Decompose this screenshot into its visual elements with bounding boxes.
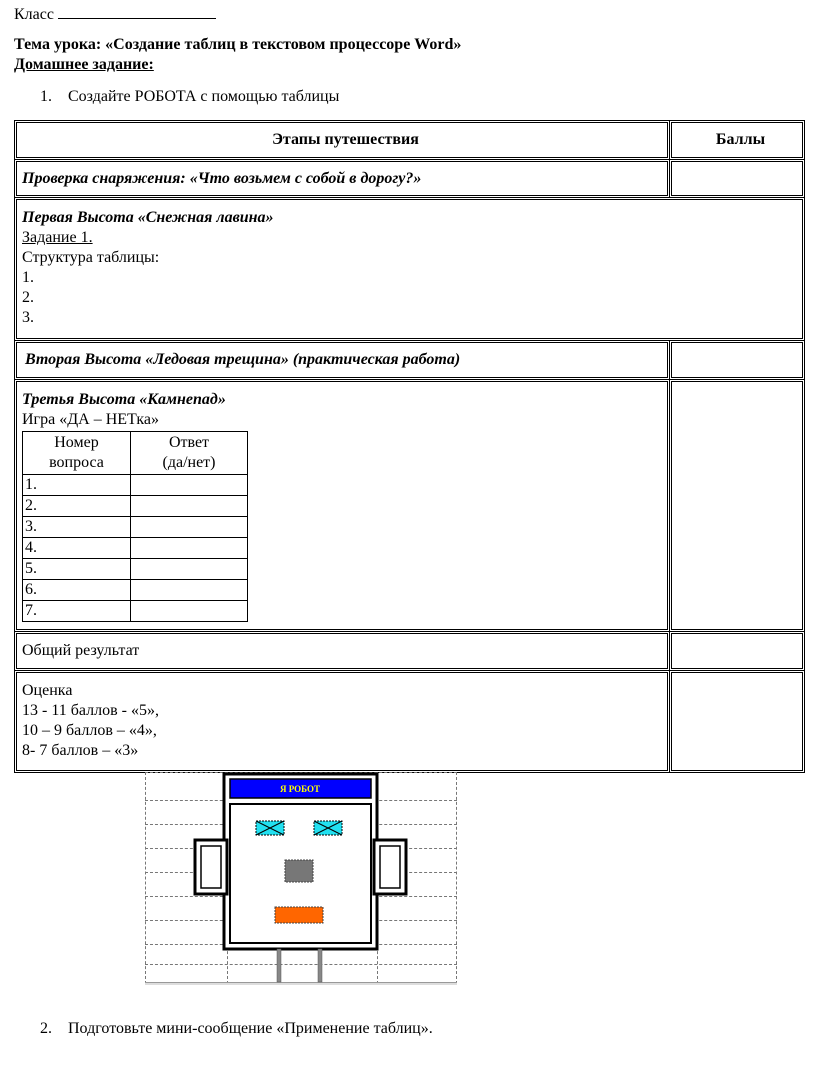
question-number-header-line1: Номер bbox=[54, 434, 99, 451]
yes-no-table bbox=[22, 431, 248, 622]
list-item: 13 - 11 баллов - «5», bbox=[22, 702, 159, 719]
lesson-topic: Тема урока: «Создание таблиц в текстовом процессоре Word» bbox=[14, 36, 462, 53]
robot-right-eye bbox=[314, 821, 342, 835]
task-1 bbox=[40, 87, 339, 106]
robot-left-leg bbox=[277, 949, 281, 982]
col-stages-header: Этапы путешествия bbox=[15, 121, 670, 160]
list-item: 3. bbox=[22, 309, 34, 326]
question-number: 6. bbox=[23, 580, 131, 601]
question-number-header-line2: вопроса bbox=[49, 454, 104, 471]
robot-left-eye bbox=[256, 821, 284, 835]
task-2-number: 2. bbox=[40, 1020, 52, 1037]
class-line bbox=[14, 4, 216, 24]
yes-no-header-row bbox=[23, 432, 248, 475]
homework-label: Домашнее задание: bbox=[14, 56, 154, 73]
robot-mouth bbox=[275, 907, 323, 923]
question-number-header bbox=[23, 432, 131, 475]
third-height-cell bbox=[15, 380, 670, 632]
task-2 bbox=[40, 1019, 433, 1038]
grade-title: Оценка bbox=[22, 682, 73, 699]
answer-cell[interactable] bbox=[131, 496, 248, 517]
list-item: 10 – 9 баллов – «4», bbox=[22, 722, 157, 739]
grade-cell bbox=[15, 671, 670, 773]
table-row-third-height bbox=[15, 380, 805, 632]
list-item: 1. bbox=[22, 269, 34, 286]
equipment-points-cell[interactable] bbox=[670, 160, 805, 198]
table-row-equipment bbox=[15, 160, 805, 198]
table-row-total bbox=[15, 632, 805, 671]
grade-points-cell[interactable] bbox=[670, 671, 805, 773]
robot-label: Я РОБОТ bbox=[279, 784, 321, 794]
answer-header bbox=[131, 432, 248, 475]
answer-cell[interactable] bbox=[131, 580, 248, 601]
robot-right-leg bbox=[318, 949, 322, 982]
robot-left-ear-inner bbox=[201, 846, 221, 888]
table-row bbox=[23, 517, 248, 538]
question-number: 2. bbox=[23, 496, 131, 517]
equipment-cell: Проверка снаряжения: «Что возьмем с собой в дорогу?» bbox=[15, 160, 670, 198]
question-number: 1. bbox=[23, 475, 131, 496]
total-points-cell[interactable] bbox=[670, 632, 805, 671]
question-number: 5. bbox=[23, 559, 131, 580]
list-item: 8- 7 баллов – «3» bbox=[22, 742, 139, 759]
third-height-points-cell[interactable] bbox=[670, 380, 805, 632]
table-header-row bbox=[15, 121, 805, 160]
first-height-task: Задание 1. bbox=[22, 229, 93, 246]
table-row bbox=[23, 538, 248, 559]
answer-cell[interactable] bbox=[131, 601, 248, 622]
list-item: 2. bbox=[22, 289, 34, 306]
table-row bbox=[23, 496, 248, 517]
task-1-text: Создайте РОБОТА с помощью таблицы bbox=[68, 88, 340, 105]
robot-right-ear-inner bbox=[380, 846, 400, 888]
table-row bbox=[23, 559, 248, 580]
first-height-title: Первая Высота «Снежная лавина» bbox=[22, 209, 274, 226]
col-points-header: Баллы bbox=[670, 121, 805, 160]
journey-table bbox=[14, 120, 805, 773]
total-cell: Общий результат bbox=[15, 632, 670, 671]
answer-cell[interactable] bbox=[131, 517, 248, 538]
robot-nose bbox=[285, 860, 313, 882]
question-number: 7. bbox=[23, 601, 131, 622]
first-height-cell bbox=[15, 198, 805, 341]
second-height-points-cell[interactable] bbox=[670, 341, 805, 380]
table-row-grade bbox=[15, 671, 805, 773]
robot-figure bbox=[145, 772, 457, 984]
question-number: 4. bbox=[23, 538, 131, 559]
third-height-title: Третья Высота «Камнепад» bbox=[22, 391, 226, 408]
robot-drawing bbox=[145, 772, 457, 984]
task-1-number: 1. bbox=[40, 88, 52, 105]
question-number: 3. bbox=[23, 517, 131, 538]
second-height-cell: Вторая Высота «Ледовая трещина» (практическая работа) bbox=[15, 341, 670, 380]
answer-header-line2: (да/нет) bbox=[162, 454, 216, 471]
table-row bbox=[23, 580, 248, 601]
class-blank[interactable] bbox=[58, 4, 216, 19]
answer-cell[interactable] bbox=[131, 475, 248, 496]
table-row-first-height bbox=[15, 198, 805, 341]
answer-cell[interactable] bbox=[131, 559, 248, 580]
third-height-game: Игра «ДА – НЕТка» bbox=[22, 411, 160, 428]
table-row bbox=[23, 601, 248, 622]
class-label: Класс bbox=[14, 6, 54, 23]
task-2-text: Подготовьте мини-сообщение «Применение таблиц». bbox=[68, 1020, 433, 1037]
first-height-structure: Структура таблицы: bbox=[22, 249, 160, 266]
answer-header-line1: Ответ bbox=[168, 434, 210, 451]
table-row bbox=[23, 475, 248, 496]
table-row-second-height bbox=[15, 341, 805, 380]
answer-cell[interactable] bbox=[131, 538, 248, 559]
